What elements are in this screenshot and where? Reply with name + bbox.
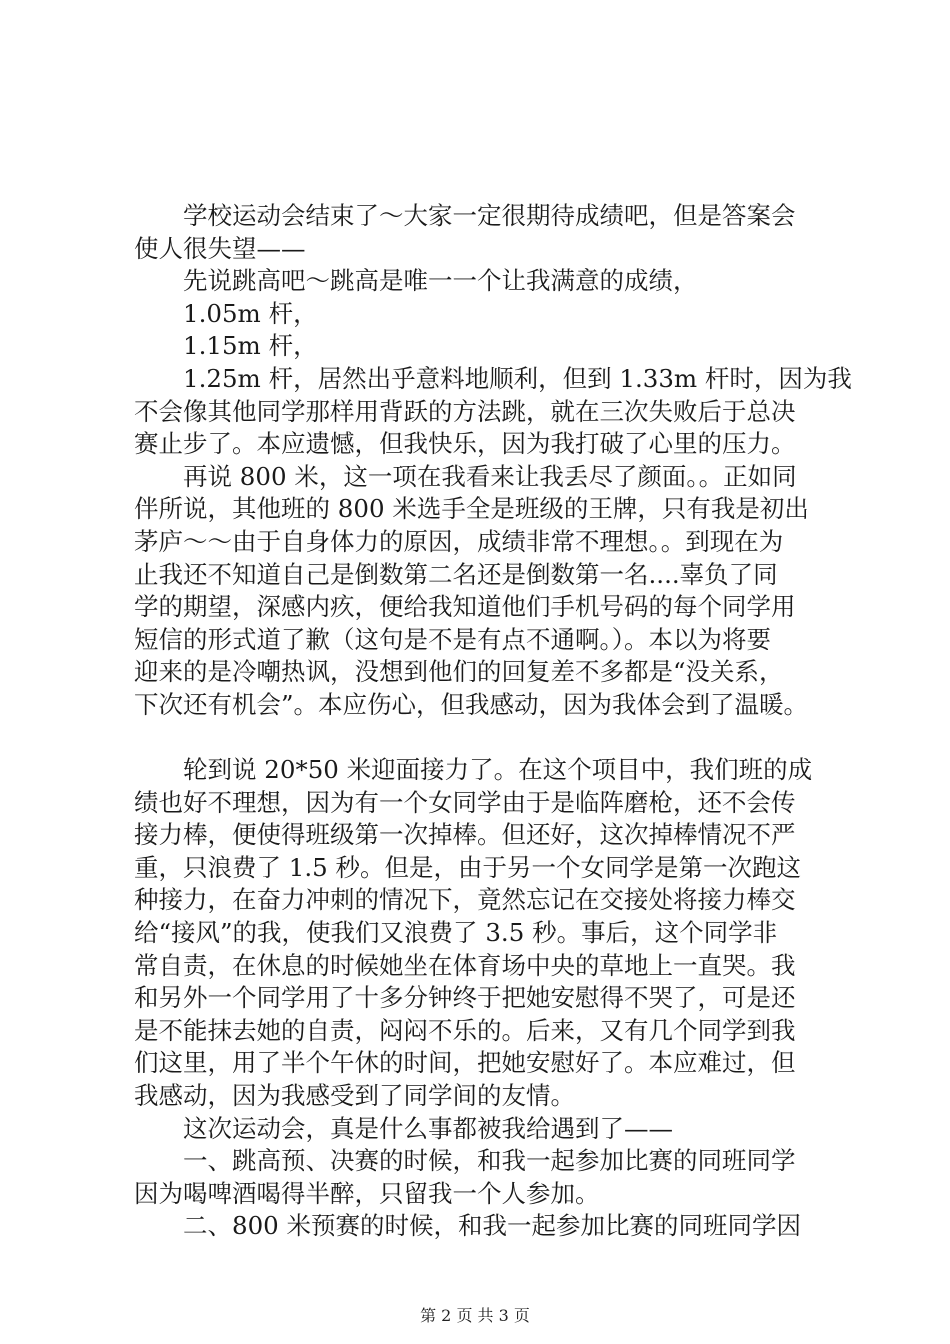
- paragraph-line: 种接力，在奋力冲刺的情况下，竟然忘记在交接处将接力棒交: [134, 885, 796, 915]
- paragraph-line: 和另外一个同学用了十多分钟终于把她安慰得不哭了，可是还: [134, 983, 796, 1013]
- paragraph-line: 接力棒，便使得班级第一次掉棒。但还好，这次掉棒情况不严: [134, 820, 796, 850]
- paragraph-line: 轮到说 20*50 米迎面接力了。在这个项目中，我们班的成: [183, 755, 813, 785]
- paragraph-line: 常自责，在休息的时候她坐在体育场中央的草地上一直哭。我: [134, 950, 796, 980]
- paragraph-line: 二、800 米预赛的时候，和我一起参加比赛的同班同学因: [183, 1211, 802, 1241]
- paragraph-line: 短信的形式道了歉（这句是不是有点不通啊。）。本以为将要: [134, 624, 771, 654]
- paragraph-line: 我感动，因为我感受到了同学间的友情。: [134, 1081, 575, 1111]
- paragraph-line: 们这里，用了半个午休的时间，把她安慰好了。本应难过，但: [134, 1048, 796, 1078]
- paragraph-line: 这次运动会，真是什么事都被我给遇到了——: [183, 1113, 673, 1143]
- paragraph-line: 下次还有机会”。本应伤心，但我感动，因为我体会到了温暖。: [134, 689, 809, 719]
- blank-line: [134, 722, 834, 755]
- paragraph-line: 绩也好不理想，因为有一个女同学由于是临阵磨枪，还不会传: [134, 787, 796, 817]
- article-body: [134, 200, 852, 1243]
- paragraph-line: 学校运动会结束了～大家一定很期待成绩吧，但是答案会: [183, 201, 796, 230]
- paragraph-line: 使人很失望——: [134, 233, 306, 263]
- paragraph-line: 1.05m 杆，: [183, 298, 318, 328]
- paragraph-line: 是不能抹去她的自责，闷闷不乐的。后来，又有几个同学到我: [134, 1015, 796, 1045]
- paragraph-line: 1.25m 杆，居然出乎意料地顺利，但到 1.33m 杆时，因为我: [183, 363, 852, 393]
- paragraph-line: 赛止步了。本应遗憾，但我快乐，因为我打破了心里的压力。: [134, 429, 796, 459]
- paragraph-line: 伴所说，其他班的 800 米选手全是班级的王牌，只有我是初出: [134, 494, 809, 524]
- paragraph-line: 给“接风”的我，使我们又浪费了 3.5 秒。事后，这个同学非: [134, 918, 778, 948]
- paragraph-line: 学的期望，深感内疚，便给我知道他们手机号码的每个同学用: [134, 592, 796, 622]
- paragraph-line: 茅庐～～由于自身体力的原因，成绩非常不理想。。到现在为: [134, 526, 784, 556]
- paragraph-line: 1.15m 杆，: [183, 331, 318, 361]
- page-number-footer: 第 2 页 共 3 页: [420, 1306, 530, 1325]
- paragraph-line: 迎来的是冷嘲热讽，没想到他们的回复差不多都是“没关系，: [134, 657, 784, 687]
- paragraph-line: 重，只浪费了 1.5 秒。但是，由于另一个女同学是第一次跑这: [134, 852, 802, 882]
- paragraph-line: 止我还不知道自己是倒数第二名还是倒数第一名....辜负了同: [134, 559, 778, 589]
- paragraph-line: 先说跳高吧～跳高是唯一一个让我满意的成绩，: [183, 266, 698, 296]
- paragraph-line: 因为喝啤酒喝得半醉，只留我一个人参加。: [134, 1178, 600, 1208]
- paragraph-line: 不会像其他同学那样用背跃的方法跳，就在三次失败后于总决: [134, 396, 796, 426]
- paragraph-line: 再说 800 米，这一项在我看来让我丢尽了颜面。。正如同: [183, 461, 797, 491]
- paragraph-line: 一、跳高预、决赛的时候，和我一起参加比赛的同班同学: [183, 1146, 796, 1176]
